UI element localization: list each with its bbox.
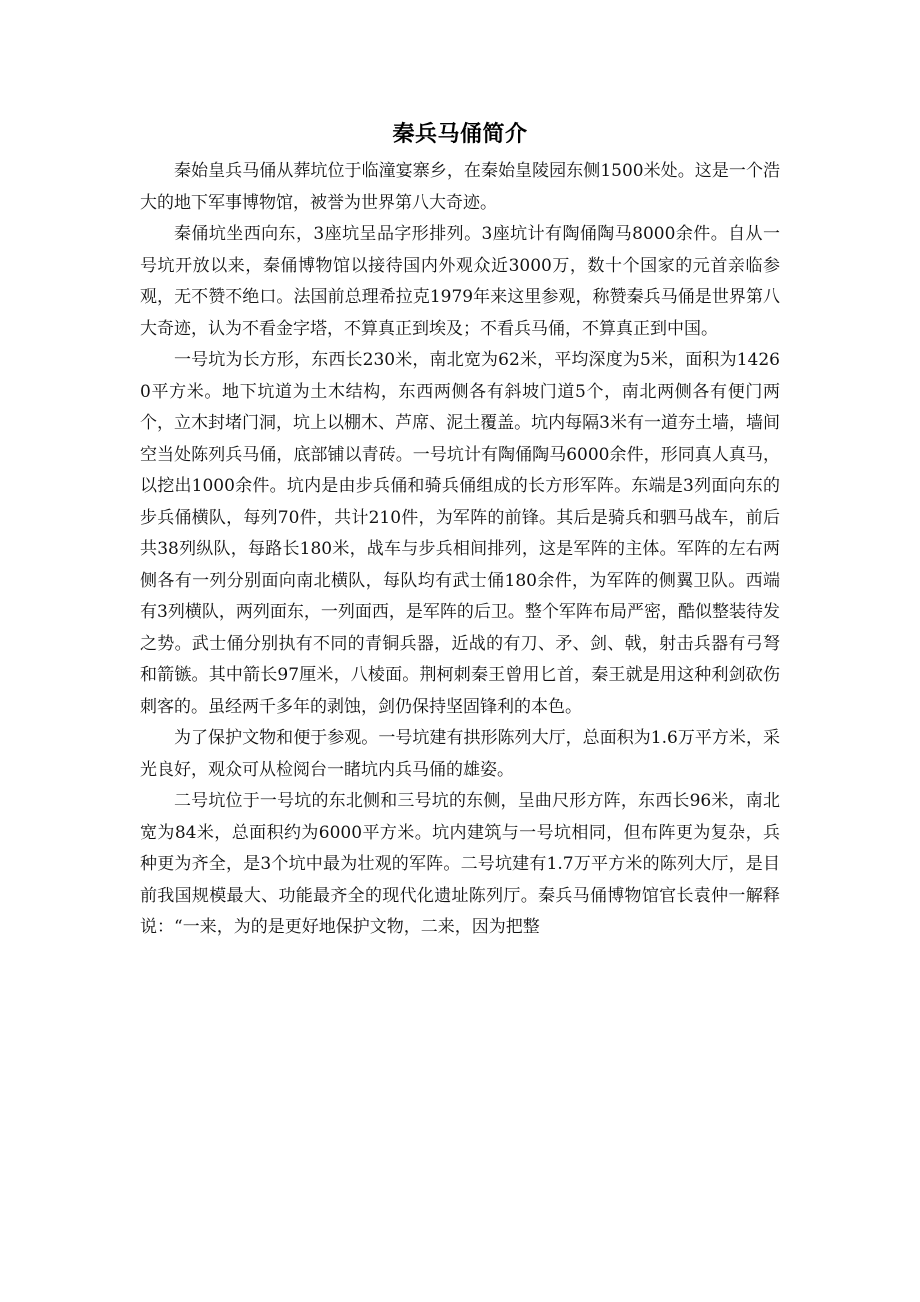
paragraph-4: 为了保护文物和便于参观。一号坑建有拱形陈列大厅，总面积为1.6万平方米，采光良好，观众可从检阅台一睹坑内兵马俑的雄姿。: [140, 728, 780, 780]
paragraph-1: 秦始皇兵马俑从葬坑位于临潼宴寨乡，在秦始皇陵园东侧1500米处。这是一个浩大的地下军事博物馆，被誉为世界第八大奇迹。: [140, 161, 780, 213]
document-body: [140, 118, 780, 944]
document-title: 秦兵马俑简介: [392, 122, 528, 147]
paragraph-5: 二号坑位于一号坑的东北侧和三号坑的东侧，呈曲尺形方阵，东西长96米，南北宽为84米，总面积约为6000平方米。坑内建筑与一号坑相同，但布阵更为复杂，兵种更为齐全，是3个坑中最为壮观的军阵。二号坑建有1.7万平方米的陈列大厅，是目前我国规模最大、功能最齐全的现代化遗址陈列厅。秦兵马俑博物馆官长袁仲一解释说：“一来，为的是更好地保护文物，二来，因为把整: [140, 791, 780, 937]
paragraph-3: 一号坑为长方形，东西长230米，南北宽为62米，平均深度为5米，面积为14260平方米。地下坑道为土木结构，东西两侧各有斜坡门道5个，南北两侧各有便门两个，立木封堵门洞，坑上以棚木、芦席、泥土覆盖。坑内每隔3米有一道夯土墙，墙间空当处陈列兵马俑，底部铺以青砖。一号坑计有陶俑陶马6000余件，形同真人真马，以挖出1000余件。坑内是由步兵俑和骑兵俑组成的长方形军阵。东端是3列面向东的步兵俑横队，每列70件，共计210件，为军阵的前锋。其后是骑兵和驷马战车，前后共38列纵队，每路长180米，战车与步兵相间排列，这是军阵的主体。军阵的左右两侧各有一列分别面向南北横队，每队均有武士俑180余件，为军阵的侧翼卫队。西端有3列横队，两列面东，一列面西，是军阵的后卫。整个军阵布局严密，酷似整装待发之势。武士俑分别执有不同的青铜兵器，近战的有刀、矛、剑、戟，射击兵器有弓弩和箭镞。其中箭长97厘米，八棱面。荆柯刺秦王曾用匕首，秦王就是用这种利剑砍伤刺客的。虽经两千多年的剥蚀，剑仍保持坚固锋利的本色。: [140, 350, 780, 717]
paragraph-2: 秦俑坑坐西向东，3座坑呈品字形排列。3座坑计有陶俑陶马8000余件。自从一号坑开放以来，秦俑博物馆以接待国内外观众近3000万，数十个国家的元首亲临参观，无不赞不绝口。法国前总理希拉克1979年来这里参观，称赞秦兵马俑是世界第八大奇迹，认为不看金字塔，不算真正到埃及；不看兵马俑，不算真正到中国。: [140, 224, 780, 339]
